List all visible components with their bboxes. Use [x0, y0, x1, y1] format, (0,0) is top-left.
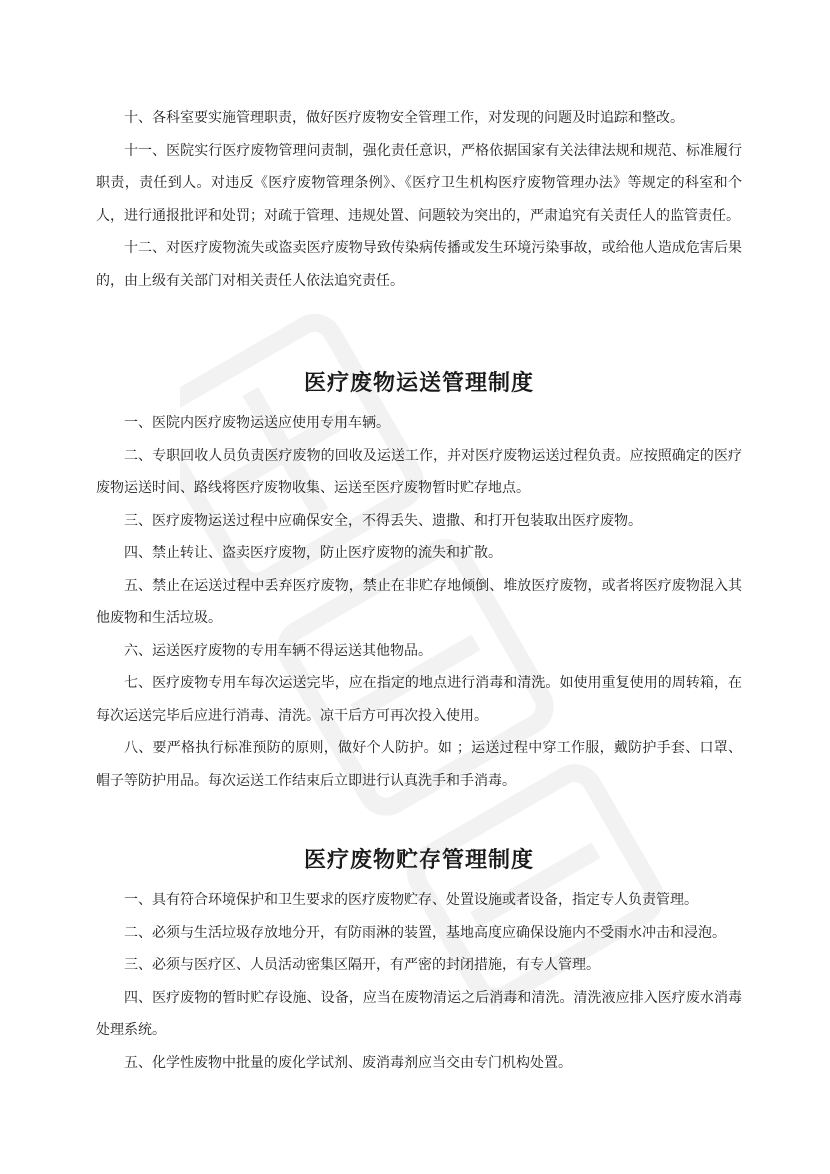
transport-paragraph-4: 四、禁止转让、盗卖医疗废物，防止医疗废物的流失和扩散。	[124, 545, 502, 561]
paragraph-item-12: 十二、对医疗废物流失或盗卖医疗废物导致传染病传播或发生环境污染事故，或给他人造成危害后果的，由上级有关部门对相关责任人依法追究责任。	[96, 240, 742, 289]
section-transport	[96, 407, 742, 797]
transport-paragraph-6: 六、运送医疗废物的专用车辆不得运送其他物品。	[124, 642, 432, 659]
section-continued	[96, 102, 742, 297]
transport-paragraph-1: 一、医院内医疗废物运送应使用专用车辆。	[124, 415, 390, 431]
transport-paragraph-8: 八、要严格执行标准预防的原则，做好个人防护。如 ；运送过程中穿工作服，戴防护手套、口罩、帽子等防护用品。每次运送工作结束后立即进行认真洗手和手消毒。	[96, 740, 742, 789]
transport-section-title: 医疗废物运送管理制度	[303, 370, 534, 396]
transport-paragraph-2: 二、专职回收人员负责医疗废物的回收及运送工作，并对医疗废物运送过程负责。应按照确定的医疗废物运送时间、路线将医疗废物收集、运送至医疗废物暂时贮存地点。	[96, 447, 742, 496]
storage-section-title: 医疗废物贮存管理制度	[303, 847, 534, 873]
storage-paragraph-5: 五、化学性废物中批量的废化学试剂、废消毒剂应当交由专门机构处置。	[124, 1054, 572, 1071]
storage-paragraph-4: 四、医疗废物的暂时贮存设施、设备，应当在废物清运之后消毒和清洗。清洗液应排入医疗废水消毒处理系统。	[96, 989, 742, 1038]
storage-paragraph-2: 二、必须与生活垃圾存放地分开，有防雨淋的装置，基地高度应确保设施内不受雨水冲击和浸泡。	[124, 924, 726, 941]
storage-paragraph-1: 一、具有符合环境保护和卫生要求的医疗废物贮存、处置设施或者设备，指定专人负责管理。	[124, 892, 698, 908]
paragraph-item-10: 十、各科室要实施管理职责，做好医疗废物安全管理工作，对发现的问题及时追踪和整改。	[124, 110, 684, 126]
section-storage	[96, 884, 742, 1079]
paragraph-item-11: 十一、医院实行医疗废物管理问责制，强化责任意识，严格依据国家有关法律法规和规范、标准履行职责，责任到人。对违反《医疗废物管理条例》、《医疗卫生机构医疗废物管理办法》等规定的科室和个人，进行通报批评和处罚；对疏于管理、违规处置、问题较为突出的，严肃追究有关责任人的监管责任。	[96, 142, 742, 224]
transport-paragraph-5: 五、禁止在运送过程中丢弃医疗废物，禁止在非贮存地倾倒、堆放医疗废物，或者将医疗废物混入其他废物和生活垃圾。	[96, 577, 742, 626]
storage-paragraph-3: 三、必须与医疗区、人员活动密集区隔开，有严密的封闭措施，有专人管理。	[124, 957, 600, 973]
transport-paragraph-3: 三、医疗废物运送过程中应确保安全，不得丢失、遗撒、和打开包装取出医疗废物。	[124, 512, 642, 529]
transport-paragraph-7: 七、医疗废物专用车每次运送完毕，应在指定的地点进行消毒和清洗。如使用重复使用的周转箱，在每次运送完毕后应进行消毒、清洗。凉干后方可再次投入使用。	[96, 675, 742, 724]
